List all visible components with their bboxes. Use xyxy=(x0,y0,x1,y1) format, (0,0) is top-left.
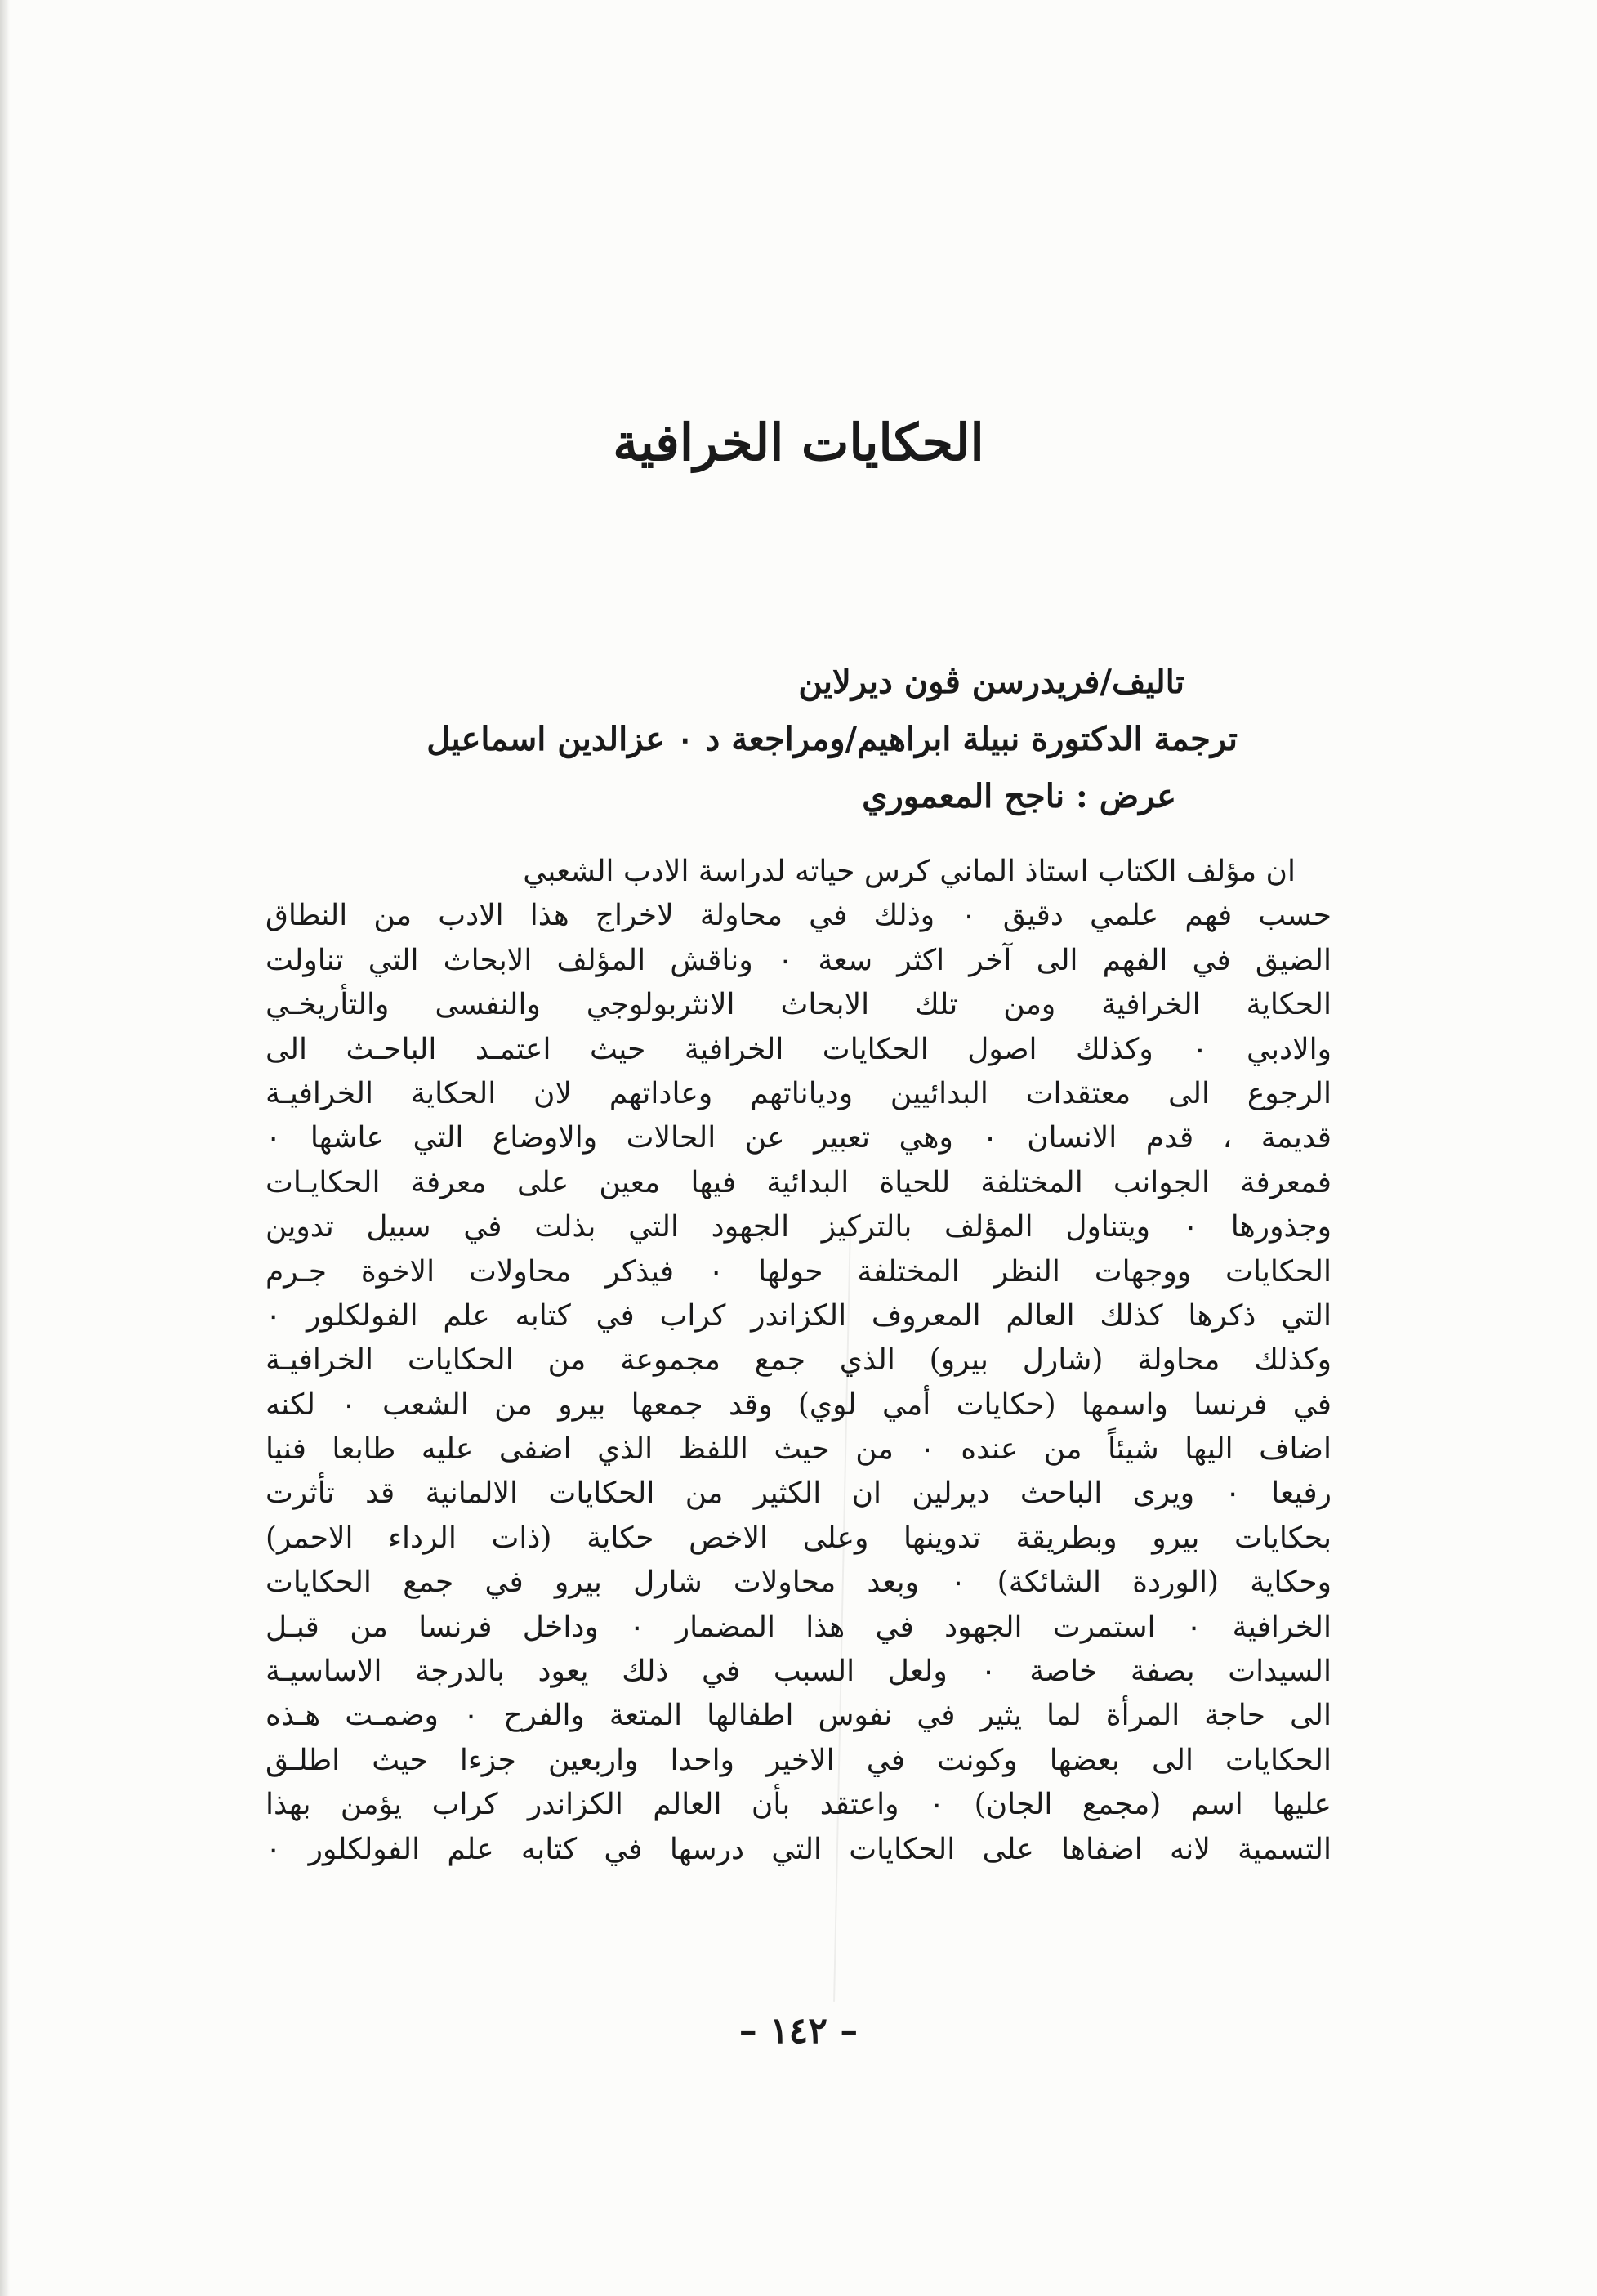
article-body xyxy=(265,850,1332,1872)
body-line: قديمة ، قدم الانسان ٠ وهي تعبير عن الحالات والاوضاع التي عاشها ٠ xyxy=(265,1121,1332,1155)
body-line: الرجوع الى معتقدات البدائيين ودياناتهم وعاداتهم لان الحكاية الخرافيـة xyxy=(265,1076,1332,1110)
body-line: التي ذكرها كذلك العالم المعروف الكزاندر كراب في كتابه علم الفولكلور ٠ xyxy=(265,1298,1332,1333)
scan-shadow-edge xyxy=(0,0,10,2296)
page-title: الحكايات الخرافية xyxy=(613,413,984,472)
body-line: الحكايات الى بعضها وكونت في الاخير واحدا واربعين جزءا حيث اطلـق xyxy=(265,1743,1332,1777)
body-line: بحكايات بيرو وبطريقة تدوينها وعلى الاخص حكاية (ذات الرداء الاحمر) xyxy=(265,1521,1332,1555)
body-line: حسب فهم علمي دقيق ٠ وذلك في محاولة لاخراج هذا الادب من النطاق xyxy=(265,899,1332,933)
review-credit: عرض : ناجح المعموري xyxy=(862,777,1176,815)
body-line: فمعرفة الجوانب المختلفة للحياة البدائية فيها معين على معرفة الحكايـات xyxy=(265,1165,1332,1199)
body-line: وجذورها ٠ ويتناول المؤلف بالتركيز الجهود التي بذلت في سبيل تدوين xyxy=(265,1210,1332,1244)
body-line: وكذلك محاولة (شارل بيرو) الذي جمع مجموعة من الحكايات الخرافيـة xyxy=(265,1343,1332,1378)
body-line: عليها اسم (مجمع الجان) ٠ واعتقد بأن العالم الكزاندر كراب يؤمن بهذا xyxy=(265,1788,1332,1822)
page-number: – ١٤٢ – xyxy=(738,2010,859,2052)
body-line: الحكاية الخرافية ومن تلك الابحاث الانثربولوجي والنفسى والتأريخـي xyxy=(265,988,1332,1022)
author-credit: تاليف/فريدرسن ڤون ديرلاين xyxy=(798,663,1184,701)
body-line: ان مؤلف الكتاب استاذ الماني كرس حياته لدراسة الادب الشعبي xyxy=(523,855,1296,888)
body-line: الحكايات ووجهات النظر المختلفة حولها ٠ فيذكر محاولات الاخوة جـرم xyxy=(265,1254,1332,1289)
body-line: الضيق في الفهم الى آخر اكثر سعة ٠ وناقش المؤلف الابحاث التي تناولت xyxy=(265,943,1332,977)
body-line: اضاف اليها شيئاً من عنده ٠ من حيث اللفظ الذي اضفى عليه طابعا فنيا xyxy=(265,1432,1332,1467)
body-line: السيدات بصفة خاصة ٠ ولعل السبب في ذلك يعود بالدرجة الاساسيـة xyxy=(265,1655,1332,1689)
body-line: الى حاجة المرأة لما يثير في نفوس اطفالها المتعة والفرح ٠ وضمـت هـذه xyxy=(265,1699,1332,1733)
body-line: والادبي ٠ وكذلك اصول الحكايات الخرافية حيث اعتمـد الباحـث الى xyxy=(265,1032,1332,1066)
credits-block xyxy=(204,654,1238,825)
body-line: الخرافية ٠ استمرت الجهود في هذا المضمار ٠ وداخل فرنسا من قبـل xyxy=(265,1610,1332,1644)
translation-credit: ترجمة الدكتورة نبيلة ابراهيم/ومراجعة د ٠ عزالدين اسماعيل xyxy=(426,720,1238,758)
body-line: التسمية لانه اضفاها على الحكايات التي درسها في كتابه علم الفولكلور ٠ xyxy=(265,1832,1332,1866)
body-line: في فرنسا واسمها (حكايات أمي لوي) وقد جمعها بيرو من الشعب ٠ لكنه xyxy=(265,1387,1332,1422)
body-line: وحكاية (الوردة الشائكة) ٠ وبعد محاولات شارل بيرو في جمع الحكايات xyxy=(265,1566,1332,1600)
body-line: رفيعا ٠ ويرى الباحث ديرلين ان الكثير من الحكايات الالمانية قد تأثرت xyxy=(265,1476,1332,1511)
